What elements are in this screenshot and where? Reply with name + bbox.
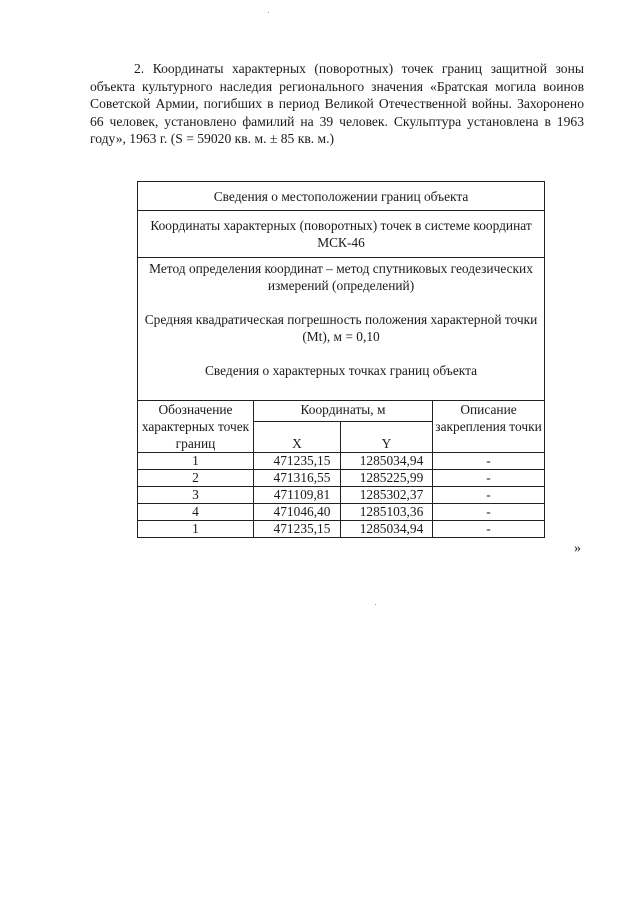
point-description: - [433,504,545,521]
table-row [138,487,545,504]
coordinate-y: 1285302,37 [341,487,433,504]
point-number: 1 [138,453,254,470]
coordinate-y: 1285034,94 [341,453,433,470]
column-header-description: Описание закрепления точки [433,401,545,453]
point-description: - [433,470,545,487]
scan-speck [268,12,269,13]
accuracy-text: Средняя квадратическая погрешность положения характерной точки (Mt), м = 0,10 [144,312,538,344]
point-number: 2 [138,470,254,487]
column-header-y: Y [341,422,433,453]
point-number: 4 [138,504,254,521]
coordinate-y: 1285034,94 [341,521,433,538]
coordinate-x: 471316,55 [254,470,341,487]
coordinate-x: 471235,15 [254,453,341,470]
point-description: - [433,521,545,538]
coordinates-table [137,181,545,538]
coordinate-y: 1285225,99 [341,470,433,487]
table-row [138,521,545,538]
method-text: Метод определения координат – метод спутниковых геодезических измерений (определений) [149,261,533,293]
scan-speck [375,604,376,605]
table-row [138,470,545,487]
point-number: 1 [138,521,254,538]
coordinate-x: 471235,15 [254,521,341,538]
coordinate-x: 471046,40 [254,504,341,521]
column-header-designation: Обозначение характерных точек границ [138,401,254,453]
closing-quote: » [574,541,581,556]
table-row [138,504,545,521]
point-description: - [433,487,545,504]
coordinate-x: 471109,81 [254,487,341,504]
point-description: - [433,453,545,470]
table-row [138,453,545,470]
body-paragraph: 2. Координаты характерных (поворотных) точек границ защитной зоны объекта культурного наследия регионального значения «Братская могила воинов Советской Армии, погибших в период Великой Отечественной войны. Захоронено 66 человек, установлено фамилий на 39 человек. Скульптура установлена в 1963 году», 1963 г. (S = 59020 кв. м. ± 85 кв. м.) [90,61,584,147]
method-cell [138,258,545,401]
column-header-coordinates: Координаты, м [254,401,433,422]
point-number: 3 [138,487,254,504]
coordinate-system-cell: Координаты характерных (поворотных) точек в системе координат МСК-46 [138,211,545,258]
points-info-text: Сведения о характерных точках границ объекта [204,363,478,378]
coordinate-y: 1285103,36 [341,504,433,521]
column-header-x: X [254,422,341,453]
table-title: Сведения о местоположении границ объекта [138,182,545,211]
